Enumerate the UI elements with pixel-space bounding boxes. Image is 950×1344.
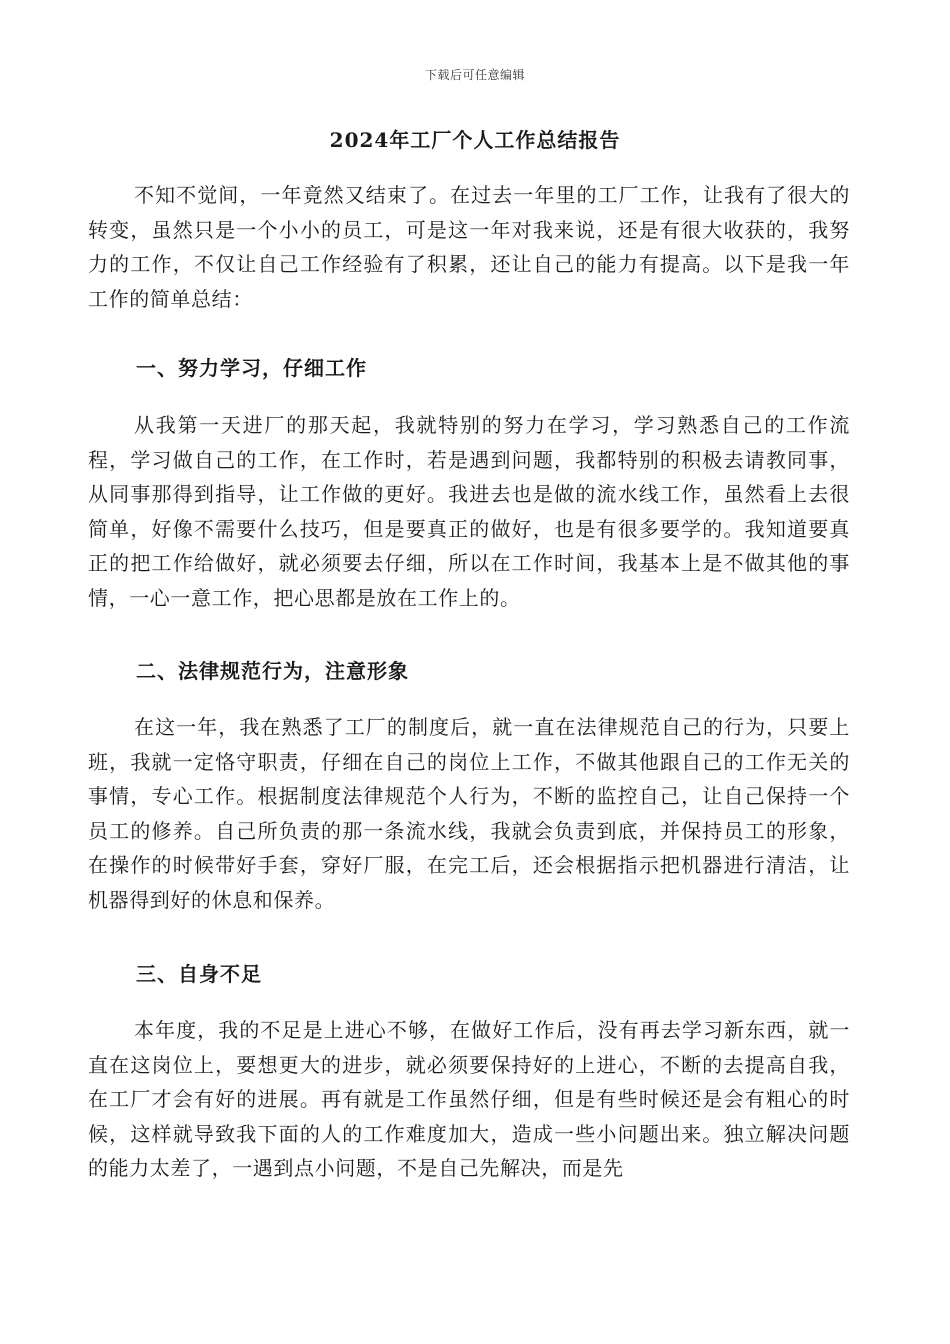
header-note: 下载后可任意编辑 bbox=[424, 68, 525, 82]
intro-paragraph: 不知不觉间，一年竟然又结束了。在过去一年里的工厂工作，让我有了很大的转变，虽然只是一个小小的员工，可是这一年对我来说，还是有很大收获的，我努力的工作，不仅让自己工作经验有了积累，还让自己的能力有提高。以下是我一年工作的简单总结： bbox=[88, 183, 850, 311]
section-body-1 bbox=[88, 408, 850, 615]
document-title: 2024年工厂个人工作总结报告 bbox=[329, 128, 621, 152]
intro-block bbox=[88, 178, 850, 316]
section-paragraph-1: 从我第一天进厂的那天起，我就特别的努力在学习，学习熟悉自己的工作流程，学习做自己的工作，在工作时，若是遇到问题，我都特别的积极去请教同事，从同事那得到指导，让工作做的更好。我进去也是做的流水线工作，虽然看上去很简单，好像不需要什么技巧，但是要真正的做好，也是有很多要学的。我知道要真正的把工作给做好，就必须要去仔细，所以在工作时间，我基本上是不做其他的事情，一心一意工作，把心思都是放在工作上的。 bbox=[88, 413, 850, 610]
section-paragraph-2: 在这一年，我在熟悉了工厂的制度后，就一直在法律规范自己的行为，只要上班，我就一定恪守职责，仔细在自己的岗位上工作，不做其他跟自己的工作无关的事情，专心工作。根据制度法律规范个人行为，不断的监控自己，让自己保持一个员工的修养。自己所负责的那一条流水线，我就会负责到底，并保持员工的形象，在操作的时候带好手套，穿好厂服，在完工后，还会根据指示把机器进行清洁，让机器得到好的休息和保养。 bbox=[88, 715, 850, 912]
section-heading-3: 三、自身不足 bbox=[136, 962, 262, 986]
section-heading-2: 二、法律规范行为，注意形象 bbox=[136, 659, 409, 683]
section-body-3 bbox=[88, 1013, 850, 1186]
section-paragraph-3: 本年度，我的不足是上进心不够，在做好工作后，没有再去学习新东西，就一直在这岗位上，要想更大的进步，就必须要保持好的上进心，不断的去提高自我，在工厂才会有好的进展。再有就是工作虽然仔细，但是有些时候还是会有粗心的时候，这样就导致我下面的人的工作难度加大，造成一些小问题出来。独立解决问题的能力太差了，一遇到点小问题，不是自己先解决，而是先 bbox=[88, 1018, 850, 1180]
section-body-2 bbox=[88, 710, 850, 917]
section-heading-1: 一、努力学习，仔细工作 bbox=[136, 356, 367, 380]
